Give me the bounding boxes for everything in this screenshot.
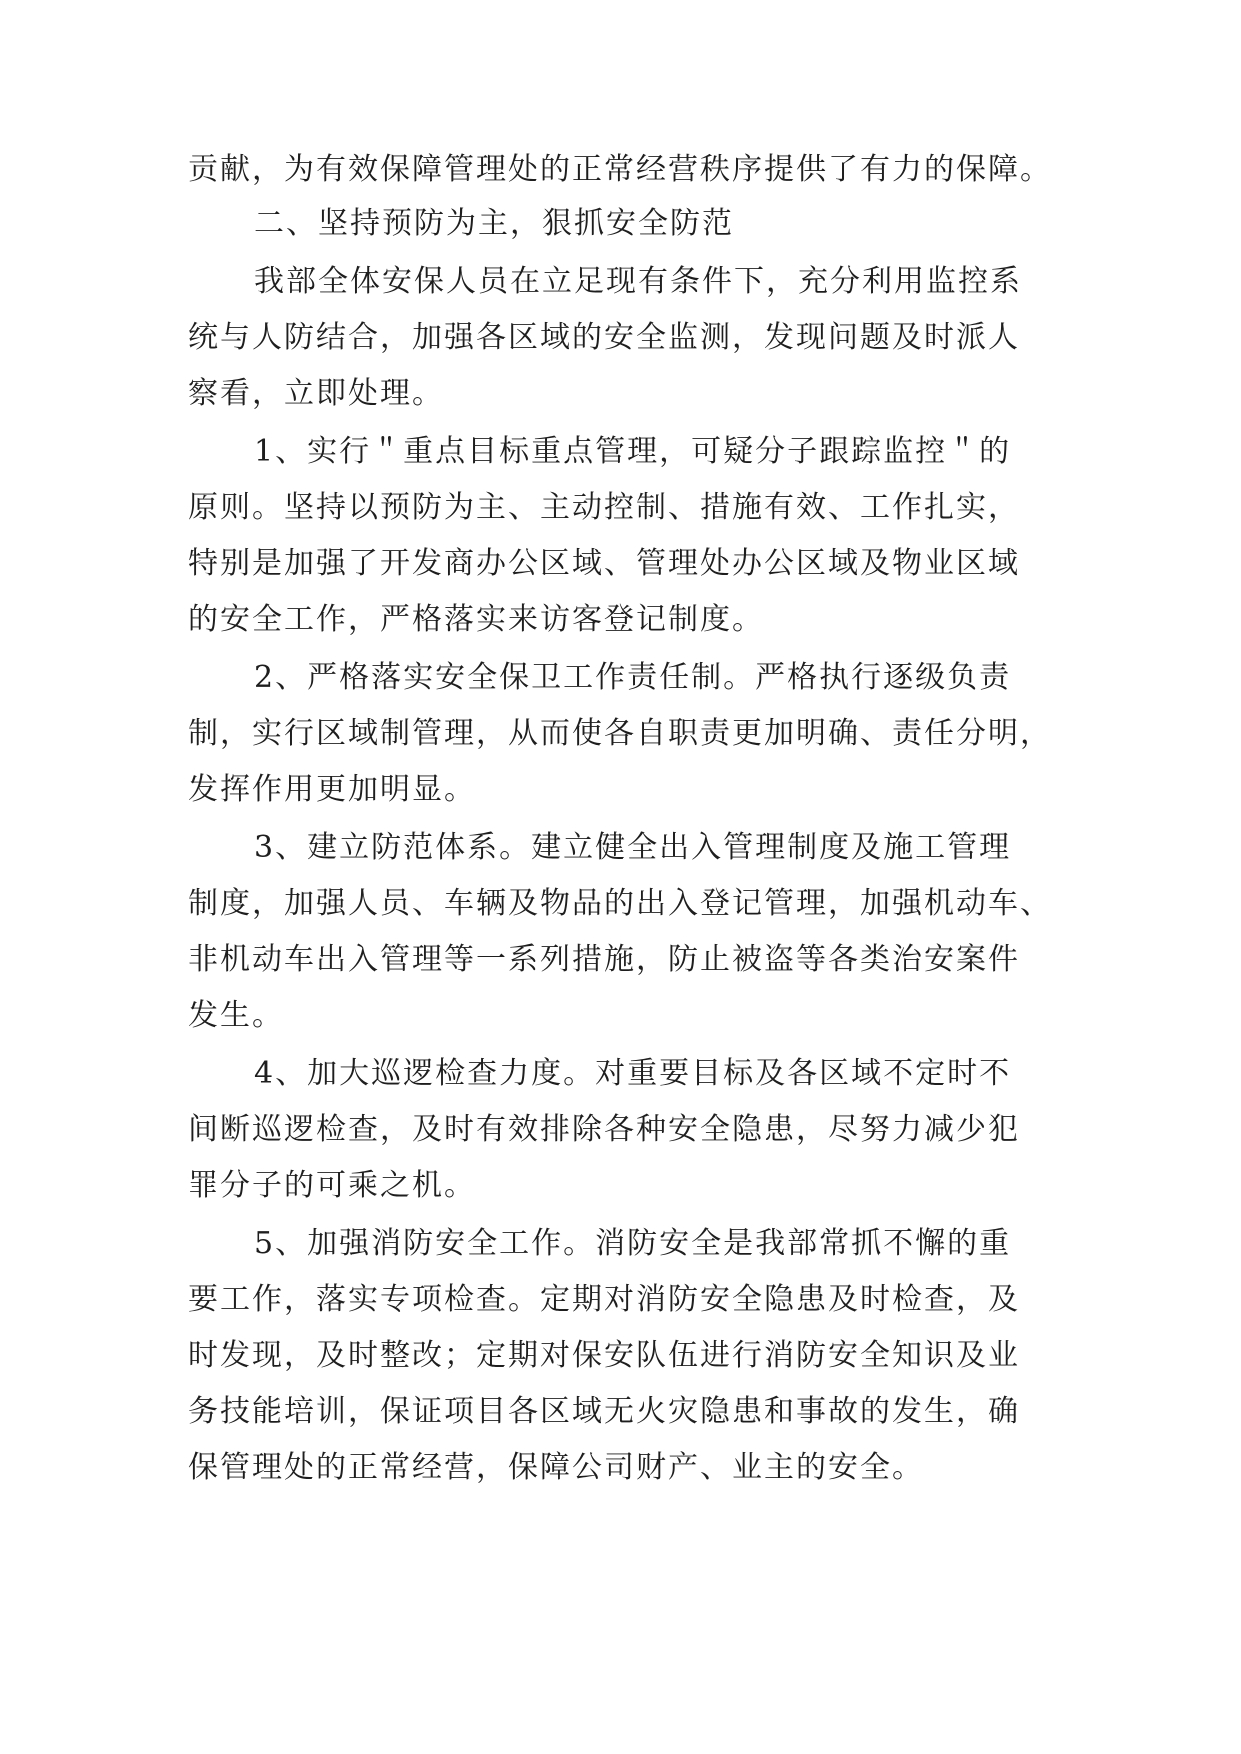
text-line: 间断巡逻检查，及时有效排除各种安全隐患，尽努力减少犯 <box>188 1112 1020 1147</box>
text-line: 察看，立即处理。 <box>188 376 444 411</box>
text-line: 务技能培训，保证项目各区域无火灾隐患和事故的发生，确 <box>188 1394 1020 1429</box>
text-line: 4、加大巡逻检查力度。对重要目标及各区域不定时不 <box>254 1056 1012 1091</box>
text-line: 罪分子的可乘之机。 <box>188 1168 476 1203</box>
text-line: 原则。坚持以预防为主、主动控制、措施有效、工作扎实， <box>188 490 1020 525</box>
text-line: 制度，加强人员、车辆及物品的出入登记管理，加强机动车、 <box>188 886 1052 921</box>
text-line: 发生。 <box>188 998 284 1033</box>
text-line: 5、加强消防安全工作。消防安全是我部常抓不懈的重 <box>254 1226 1012 1261</box>
text-line: 时发现，及时整改；定期对保安队伍进行消防安全知识及业 <box>188 1338 1020 1373</box>
text-line: 1、实行＂重点目标重点管理，可疑分子跟踪监控＂的 <box>254 434 1012 469</box>
text-line: 统与人防结合，加强各区域的安全监测，发现问题及时派人 <box>188 320 1020 355</box>
text-line: 要工作，落实专项检查。定期对消防安全隐患及时检查，及 <box>188 1282 1020 1317</box>
text-line: 贡献，为有效保障管理处的正常经营秩序提供了有力的保障。 <box>188 152 1052 187</box>
text-line: 2、严格落实安全保卫工作责任制。严格执行逐级负责 <box>254 660 1012 695</box>
section-heading: 二、坚持预防为主，狠抓安全防范 <box>254 206 734 241</box>
text-line: 保管理处的正常经营，保障公司财产、业主的安全。 <box>188 1450 924 1485</box>
text-line: 非机动车出入管理等一系列措施，防止被盗等各类治安案件 <box>188 942 1020 977</box>
text-line: 制，实行区域制管理，从而使各自职责更加明确、责任分明， <box>188 716 1052 751</box>
text-line: 3、建立防范体系。建立健全出入管理制度及施工管理 <box>254 830 1012 865</box>
text-line: 我部全体安保人员在立足现有条件下，充分利用监控系 <box>254 264 1022 299</box>
text-line: 的安全工作，严格落实来访客登记制度。 <box>188 602 764 637</box>
text-line: 特别是加强了开发商办公区域、管理处办公区域及物业区域 <box>188 546 1020 581</box>
text-line: 发挥作用更加明显。 <box>188 772 476 807</box>
